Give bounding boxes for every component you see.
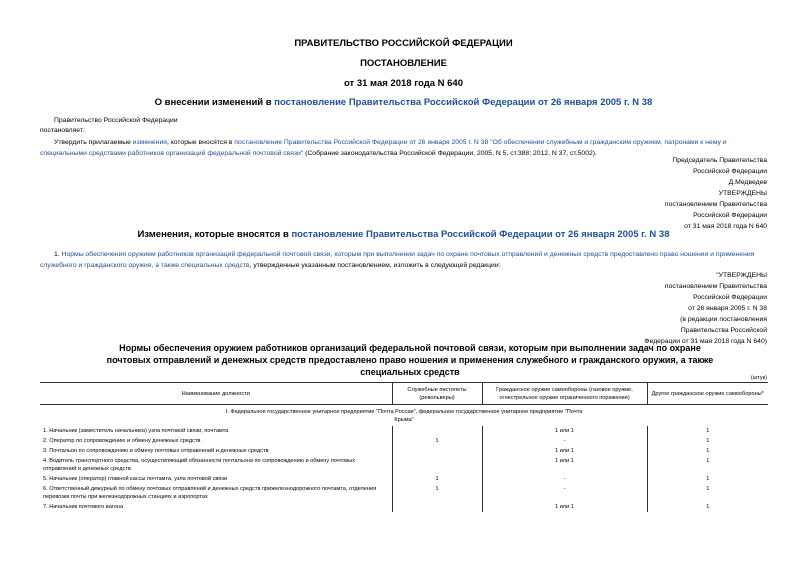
table-cell: 5. Начальник (оператор) главной кассы почтамта, узла почтовой связи bbox=[40, 474, 392, 484]
table-cell bbox=[392, 502, 482, 512]
changes-link[interactable]: изменения bbox=[132, 139, 167, 146]
table-cell: 1 bbox=[706, 448, 710, 454]
table-cell: 1 или 1 bbox=[482, 446, 647, 456]
table-cell: 1 bbox=[706, 458, 710, 464]
norms-link[interactable]: Нормы обеспечения оружием работников организаций федеральной почтовой связи, которым при выполнении задач по охране почтовых отправлений и денежных средств предоставлено право ношения и применения служебного и гражданского оружия, а также специальных средств bbox=[40, 251, 755, 269]
table-cell: - bbox=[482, 474, 647, 484]
approved-line: Российской Федерации bbox=[693, 294, 767, 301]
table-row bbox=[40, 446, 768, 456]
item-number: 1. bbox=[54, 251, 62, 258]
table-cell: 1 bbox=[706, 476, 710, 482]
government-name: ПРАВИТЕЛЬСТВО РОССИЙСКОЙ ФЕДЕРАЦИИ bbox=[294, 38, 513, 49]
item-text: , утвержденные указанным постановлением, изложить в следующей редакции: bbox=[249, 262, 501, 269]
signature-line: Российской Федерации bbox=[693, 212, 767, 219]
table-cell: - bbox=[482, 436, 647, 446]
intro-text-a: Утвердить прилагаемые bbox=[54, 139, 133, 146]
table-cell bbox=[392, 446, 482, 456]
table-cell bbox=[392, 426, 482, 436]
signature-line: постановлением Правительства bbox=[664, 201, 767, 208]
table-cell: 4. Водитель транспортного средства, осуществляющий обязанности почтальона по сопровождению и обмену почтовых отправлений и денежных средств bbox=[40, 456, 392, 474]
title-text: О внесении изменений в bbox=[154, 97, 275, 108]
table-cell bbox=[392, 456, 482, 474]
column-header: Служебные пистолеты (револьверы) bbox=[392, 383, 482, 405]
intro-text-b: , которые вносятся в bbox=[166, 139, 235, 146]
signature-line: Д.Медведев bbox=[728, 179, 767, 186]
table-cell: 1 bbox=[706, 486, 710, 492]
table-row bbox=[40, 484, 768, 502]
changes-title-link[interactable]: постановление Правительства Российской Федерации от 26 января 2005 г. N 38 bbox=[291, 229, 670, 240]
table-cell: 1 bbox=[706, 438, 710, 444]
table-cell: 1 или 1 bbox=[482, 456, 647, 474]
approved-line: (в редакции постановления bbox=[680, 316, 767, 323]
changes-title-text: Изменения, которые вносятся в bbox=[137, 229, 292, 240]
column-header: Другое гражданское оружие самообороны* bbox=[647, 383, 768, 405]
document-type: ПОСТАНОВЛЕНИЕ bbox=[360, 58, 447, 69]
approved-line: от 26 января 2005 г. N 38 bbox=[688, 305, 767, 312]
table-cell: 1 bbox=[706, 428, 710, 434]
changes-title bbox=[0, 229, 807, 240]
table-cell: 3. Почтальон по сопровождению и обмену почтовых отправлений и денежных средств bbox=[40, 446, 392, 456]
table-header-row bbox=[40, 383, 768, 405]
table-cell: 1 bbox=[392, 436, 482, 446]
approved-block bbox=[644, 270, 767, 347]
title-link[interactable]: постановление Правительства Российской Федерации от 26 января 2005 г. N 38 bbox=[274, 97, 653, 108]
table-cell: 6. Ответственный дежурный по обмену почтовых отправлений и денежных средств прижелезнодорожного почтамта, отделения перевозки почты при железнодорожных станциях и аэропортах bbox=[40, 484, 392, 502]
section-heading: I. Федеральное государственное унитарное предприятие "Почта России", федеральное государственное унитарное предприятие "Почта Крыма" bbox=[225, 409, 583, 423]
approved-line: "УТВЕРЖДЕНЫ bbox=[716, 272, 767, 279]
intro-text-c: (Собрание законодательства Российской Федерации, 2005, N 5, ст.388; 2012, N 37, ст.5002). bbox=[303, 150, 597, 157]
signature-line: Председатель Правительства bbox=[672, 157, 767, 164]
table-cell: - bbox=[482, 484, 647, 502]
norms-table bbox=[40, 382, 768, 512]
changes-item-1 bbox=[40, 249, 770, 271]
signature-line: УТВЕРЖДЕНЫ bbox=[718, 190, 767, 197]
intro-line-2: постановляет: bbox=[40, 127, 85, 134]
table-cell: 1 bbox=[392, 484, 482, 502]
table-row bbox=[40, 426, 768, 436]
approved-line: Правительства Российской bbox=[680, 327, 767, 334]
document-title bbox=[0, 97, 807, 108]
table-row bbox=[40, 474, 768, 484]
approved-line: постановлением Правительства bbox=[664, 283, 767, 290]
intro-paragraph bbox=[40, 137, 770, 159]
table-cell: 1 bbox=[392, 474, 482, 484]
document-date: от 31 мая 2018 года N 640 bbox=[343, 78, 464, 89]
table-cell: 1 или 1 bbox=[482, 502, 647, 512]
column-header: Наименование должности bbox=[40, 383, 392, 405]
table-cell: 7. Начальник почтового вагона bbox=[40, 502, 392, 512]
table-row bbox=[40, 436, 768, 446]
table-cell: 1. Начальник (заместитель начальника) узла почтовой связи, почтамта bbox=[40, 426, 392, 436]
table-cell: 2. Оператор по сопровождению и обмену денежных средств bbox=[40, 436, 392, 446]
intro-line-1: Правительство Российской Федерации bbox=[54, 117, 178, 124]
signature-line: Российской Федерации bbox=[693, 168, 767, 175]
table-cell: 1 или 1 bbox=[482, 426, 647, 436]
table-section-row bbox=[40, 405, 768, 427]
unit-label: (штук) bbox=[750, 375, 767, 381]
signature-block bbox=[665, 155, 767, 232]
column-header: Гражданское оружие самообороны (газовое оружие, огнестрельное оружие ограниченного поражения) bbox=[482, 383, 647, 405]
norms-title: Нормы обеспечения оружием работников организаций федеральной почтовой связи, которым при выполнении задач по охране почтовых отправлений и денежных средств предоставлено право ношения и применения служебного и гражданского оружия, а также специальных средств bbox=[106, 343, 714, 377]
resolution-link[interactable]: постановление Правительства Российской Федерации от 26 января 2005 г. N 38 "Об обеспечении служебным и гражданским оружием, патронами к нему и специальными средствами работников организаций федеральной почтовой связи" bbox=[40, 139, 727, 157]
signature-line: от 31 мая 2018 года N 640 bbox=[684, 223, 767, 230]
table-row bbox=[40, 502, 768, 512]
table-row bbox=[40, 456, 768, 474]
approved-line: Федерации от 31 мая 2018 года N 640) bbox=[644, 338, 767, 345]
table-cell: 1 bbox=[706, 504, 710, 510]
